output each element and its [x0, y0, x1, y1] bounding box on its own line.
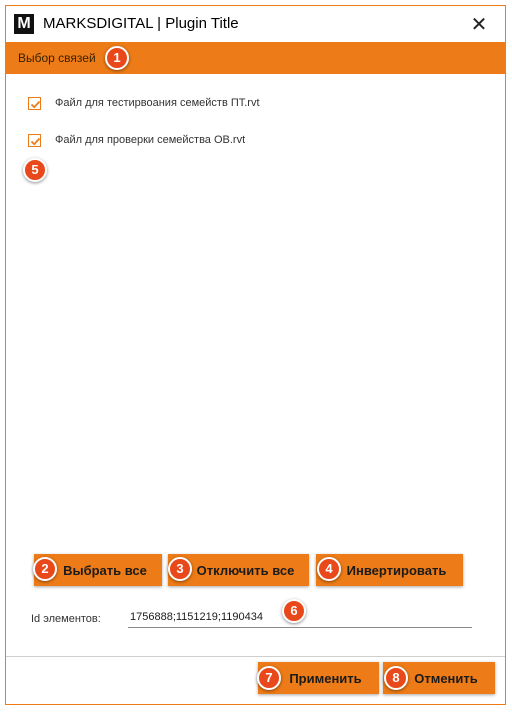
callout-badge-5: 5 [23, 158, 47, 182]
marksdigital-logo-icon: M [14, 14, 34, 34]
section-title: Выбор связей [18, 51, 96, 65]
close-icon[interactable]: ✕ [470, 12, 488, 36]
list-item[interactable] [28, 130, 245, 150]
callout-badge-3: 3 [168, 557, 192, 581]
window-title: MARKSDIGITAL | Plugin Title [43, 15, 239, 32]
title-bar [6, 6, 505, 42]
invert-label: Инвертировать [346, 563, 447, 578]
list-item-label: Файл для тестирвоания семейств ПТ.rvt [55, 97, 260, 109]
checkbox-checked-icon[interactable] [28, 134, 41, 147]
cancel-label: Отменить [414, 671, 478, 686]
list-item-label: Файл для проверки семейства ОВ.rvt [55, 134, 246, 146]
callout-badge-8: 8 [384, 666, 408, 690]
plugin-window [5, 5, 506, 705]
callout-badge-6: 6 [282, 599, 306, 623]
select-all-label: Выбрать все [63, 563, 147, 578]
callout-badge-4: 4 [317, 557, 341, 581]
callout-badge-2: 2 [33, 557, 57, 581]
checkbox-checked-icon[interactable] [28, 97, 41, 110]
id-field-label: Id элементов: [31, 613, 101, 625]
callout-badge-7: 7 [257, 666, 281, 690]
callout-badge-1: 1 [105, 46, 129, 70]
apply-label: Применить [289, 671, 362, 686]
deselect-all-label: Отключить все [196, 563, 295, 578]
section-header [6, 42, 505, 74]
footer-divider [6, 656, 505, 657]
list-item[interactable] [28, 93, 260, 113]
